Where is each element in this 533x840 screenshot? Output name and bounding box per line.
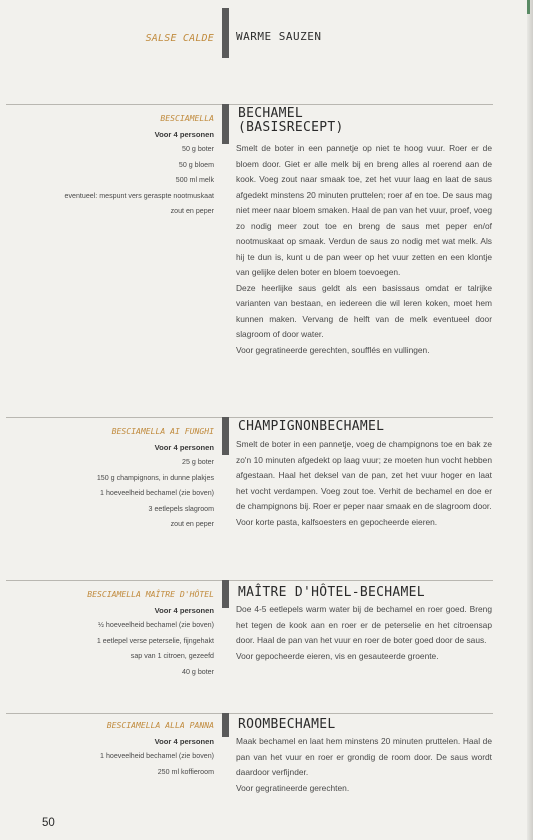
recipe-paragraph: Maak bechamel en laat hem minstens 20 minuten pruttelen. Haal de pan van het vuur en roer er grondig de room door. De saus wordt daardoor verfijnder.	[236, 736, 492, 777]
ingredient: 3 eetlepels slagroom	[148, 504, 214, 513]
servings: Voor 4 personen	[154, 736, 214, 746]
recipe-separator	[6, 713, 493, 714]
page-edge	[527, 0, 533, 840]
recipe-paragraph: Voor gegratineerde gerechten, soufflés en vullingen.	[236, 344, 430, 355]
recipe-separator	[6, 104, 493, 105]
recipe-paragraph: Smelt de boter in een pannetje op niet te hoog vuur. Roer er de bloem door. Giet er alle melk bij en breng alles al roerend aan de kook. Voeg zout naar smaak toe, zet het vuur laag en laat de saus afgedekt minstens 20 minuten pruttelen; roer af en toe. De saus mag niet meer naar bloem smaken. Haal de pan van het vuur, proef, voeg zo nodig meer zout toe en breng de saus met peper en/of nootmuskaat op smaak. Verdun de saus zo nodig met wat melk. Als hij te dun is, kunt u de pan weer op het vuur zetten en een klontje van gelijke delen boter en bloem toevoegen.	[236, 143, 492, 277]
recipe-instructions	[236, 734, 492, 796]
recipe-instructions	[236, 141, 492, 358]
section-title-dutch: WARME SAUZEN	[236, 30, 322, 43]
ingredient: 1 hoeveelheid bechamel (zie boven)	[100, 489, 214, 497]
ingredient: zout en peper	[170, 207, 214, 215]
ingredient: 150 g champignons, in dunne plakjes	[96, 473, 214, 482]
recipe-separator	[6, 417, 493, 418]
ingredient-list	[6, 111, 214, 220]
ingredient: 50 g boter	[182, 145, 214, 153]
recipe-instructions	[236, 437, 492, 530]
recipe-paragraph: Deze heerlijke saus geldt als een basissaus omdat er talrijke varianten van bestaan, en iedereen die wil leren koken, moet hem kunnen maken. Vervang de helft van de melk eventueel door slagroom of door water.	[236, 282, 492, 339]
ingredient: zout en peper	[170, 520, 214, 528]
ingredient: 500 ml melk	[175, 176, 214, 184]
recipe-divider-bar	[222, 580, 229, 608]
ingredient: 25 g boter	[182, 458, 214, 466]
ingredient: ½ hoeveelheid bechamel (zie boven)	[98, 621, 214, 629]
ingredient: 50 g bloem	[178, 160, 214, 169]
ingredient: 40 g boter	[182, 667, 214, 676]
recipe-divider-bar	[222, 713, 229, 737]
servings: Voor 4 personen	[154, 605, 214, 615]
ingredient: 1 hoeveelheid bechamel (zie boven)	[100, 752, 214, 760]
ingredient: 1 eetlepel verse peterselie, fijngehakt	[96, 636, 214, 645]
recipe-italian-name: BESCIAMELLA MAÎTRE D'HÔTEL	[87, 589, 214, 599]
recipe-divider-bar	[222, 104, 229, 144]
ingredient: sap van 1 citroen, gezeefd	[130, 652, 214, 660]
recipe-title: MAÎTRE D'HÔTEL-BECHAMEL	[238, 585, 425, 600]
servings: Voor 4 personen	[154, 442, 214, 452]
recipe-paragraph: Voor gegratineerde gerechten.	[236, 782, 350, 793]
recipe-italian-name: BESCIAMELLA	[160, 113, 214, 123]
page-edge-tab	[527, 0, 530, 14]
recipe-paragraph: Voor korte pasta, kalfsoesters en gepocheerde eieren.	[236, 516, 438, 527]
section-title-italian: SALSE CALDE	[145, 33, 214, 44]
ingredient-list	[6, 424, 214, 533]
page-number: 50	[42, 817, 55, 829]
recipe-paragraph: Smelt de boter in een pannetje, voeg de champignons toe en bak ze zo'n 10 minuten afgedekt op laag vuur; ze moeten hun vocht hebben afgestaan. Haal het deksel van de pan, zet het vuur hoger en laat het vocht verdampen. Voeg zout toe. Verhit de bechamel en doe er de champignons bij. Roer er peper naar smaak en de slagroom door.	[236, 439, 492, 511]
recipe-title: CHAMPIGNONBECHAMEL	[238, 419, 385, 434]
recipe-italian-name: BESCIAMELLA ALLA PANNA	[106, 720, 214, 730]
recipe-paragraph: Doe 4-5 eetlepels warm water bij de bechamel en roer goed. Breng het tegen de kook aan en roer er de peterselie en het citroensap door. Haal de pan van het vuur en roer de boter goed door de saus.	[236, 604, 492, 645]
header-divider-bar	[222, 8, 229, 58]
servings: Voor 4 personen	[154, 129, 214, 139]
recipe-instructions	[236, 602, 492, 664]
recipe-title	[238, 107, 344, 135]
ingredient: eventueel: mespunt vers geraspte nootmuskaat	[64, 191, 214, 200]
recipe-paragraph: Voor gepocheerde eieren, vis en gesauteerde groente.	[236, 650, 439, 661]
recipe-title-line: (BASISRECEPT)	[238, 120, 344, 135]
ingredient: 250 ml koffieroom	[157, 767, 214, 776]
ingredient-list	[6, 718, 214, 780]
recipe-title: ROOMBECHAMEL	[238, 717, 336, 732]
recipe-italian-name: BESCIAMELLA AI FUNGHI	[111, 426, 214, 436]
ingredient-list	[6, 587, 214, 680]
recipe-divider-bar	[222, 417, 229, 455]
recipe-title-line: BECHAMEL	[238, 106, 304, 121]
recipe-separator	[6, 580, 493, 581]
